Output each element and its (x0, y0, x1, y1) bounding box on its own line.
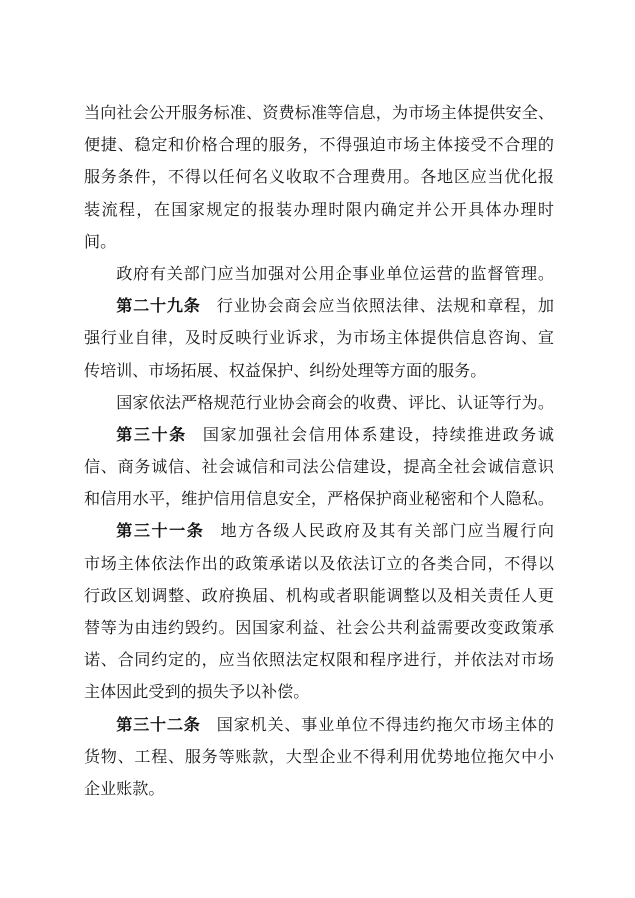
article-number: 第三十二条 (116, 714, 201, 734)
text-line: 市场主体依法作出的政策承诺以及依法订立的各类合同，不得以 (84, 553, 554, 573)
article-paragraph-32 (84, 709, 554, 806)
text-line: 诺、合同约定的，应当依照法定权限和程序进行，并依法对市场 (84, 650, 554, 670)
text-segment: 行业协会商会应当依照法律、法规和章程，加 (216, 296, 555, 316)
text-line: 强行业自律，及时反映行业诉求，为市场主体提供信息咨询、宣 (84, 328, 554, 348)
article-paragraph-31 (84, 515, 554, 708)
article-first-line (84, 290, 554, 322)
text-line: 服务条件，不得以任何名义收取不合理费用。各地区应当优化报 (84, 167, 554, 187)
text-line: 便捷、稳定和价格合理的服务，不得强迫市场主体接受不合理的 (84, 135, 554, 155)
article-number: 第二十九条 (116, 296, 201, 316)
text-line: 替等为由违约毁约。因国家利益、社会公共利益需要改变政策承 (84, 618, 554, 637)
text-line: 传培训、市场拓展、权益保护、纠纷处理等方面的服务。 (84, 360, 487, 380)
article-first-line (84, 419, 554, 451)
text-segment: 国家加强社会信用体系建设，持续推进政务诚 (202, 424, 555, 444)
article-first-line (84, 515, 554, 547)
text-line: 装流程，在国家规定的报装办理时限内确定并公开具体办理时 (84, 199, 554, 219)
text-line: 政府有关部门应当加强对公用企事业单位运营的监督管理。 (116, 263, 554, 283)
paragraph (84, 258, 554, 290)
article-paragraph-29 (84, 290, 554, 387)
article-number: 第三十条 (116, 424, 187, 444)
text-line: 货物、工程、服务等账款，大型企业不得利用优势地位拖欠中小 (84, 746, 554, 766)
text-segment: 国家机关、事业单位不得违约拖欠市场主体的 (216, 714, 555, 734)
text-line: 和信用水平，维护信用信息安全，严格保护商业秘密和个人隐私。 (84, 489, 554, 509)
article-paragraph-30 (84, 419, 554, 516)
article-number: 第三十一条 (116, 521, 205, 541)
text-line: 间。 (84, 231, 117, 251)
text-line: 信、商务诚信、社会诚信和司法公信建设，提高全社会诚信意识 (84, 457, 554, 477)
text-line: 企业账款。 (84, 778, 165, 798)
text-line: 行政区划调整、政府换届、机构或者职能调整以及相关责任人更 (84, 585, 554, 605)
paragraph-continued (84, 97, 554, 258)
text-line: 国家依法严格规范行业协会商会的收费、评比、认证等行为。 (116, 392, 554, 412)
article-first-line (84, 709, 554, 741)
text-segment: 地方各级人民政府及其有关部门应当履行向 (220, 521, 555, 541)
paragraph (84, 387, 554, 419)
text-line: 当向社会公开服务标准、资费标准等信息，为市场主体提供安全、 (84, 103, 554, 122)
document-body (84, 97, 554, 805)
text-line: 主体因此受到的损失予以补偿。 (84, 682, 310, 702)
